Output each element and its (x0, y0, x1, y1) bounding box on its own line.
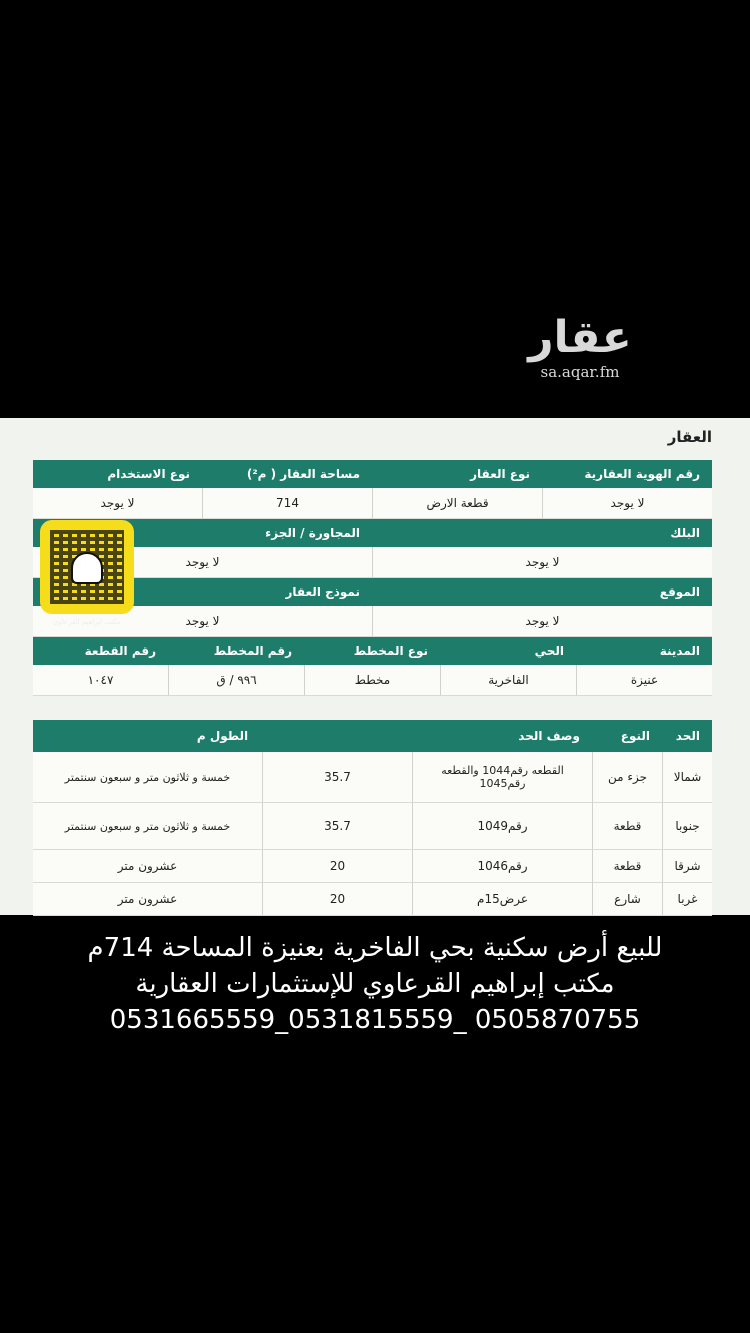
header-cell: الحي (534, 644, 564, 658)
header-cell: الموقع (659, 585, 700, 599)
desc-cell: رقم1049 (412, 803, 592, 849)
header-cell: نوع العقار (470, 467, 530, 481)
table-row (33, 665, 712, 696)
table-header-row (33, 460, 712, 488)
aqar-watermark (520, 312, 640, 380)
value-cell: لا يوجد (542, 488, 712, 518)
type-cell: قطعة (592, 850, 662, 882)
snapchat-qr-badge (36, 518, 138, 636)
table-row (33, 803, 712, 850)
caption-line-3: 0531665559_0531815559_ 0505870755 (109, 1005, 641, 1035)
table-row (33, 488, 712, 519)
listing-caption (0, 930, 750, 1038)
length-number-cell: 35.7 (262, 803, 412, 849)
header-cell: نموذج العقار (285, 585, 360, 599)
side-cell: شرقا (662, 850, 712, 882)
value-cell: لا يوجد (100, 496, 135, 510)
length-number-cell: 20 (262, 850, 412, 882)
desc-cell: عرض15م (412, 883, 592, 915)
type-cell: قطعة (592, 803, 662, 849)
type-cell: شارع (592, 883, 662, 915)
type-cell: جزء من (592, 752, 662, 802)
desc-cell: رقم1046 (412, 850, 592, 882)
header-cell: مساحة العقار ( م²) (246, 467, 360, 481)
document-title: العقار (667, 428, 712, 446)
value-cell: لا يوجد (185, 555, 220, 569)
value-cell: لا يوجد (185, 614, 220, 628)
length-words-cell: خمسة و ثلاثون متر و سبعون سنتمتر (64, 819, 231, 833)
value-cell: مخطط (304, 665, 440, 695)
header-cell: وصف الحد (518, 729, 580, 743)
value-cell: لا يوجد (372, 606, 712, 636)
table-row (33, 883, 712, 916)
side-cell: جنوبا (662, 803, 712, 849)
header-cell: رقم القطعة (84, 644, 156, 658)
value-cell: 714 (202, 488, 372, 518)
length-words-cell: عشرون متر (117, 859, 178, 873)
snapchat-ghost-icon (71, 552, 103, 584)
header-cell: نوع الاستخدام (107, 467, 190, 481)
header-cell: رقم الهوية العقارية (584, 467, 700, 481)
caption-line-1: للبيع أرض سكنية بحي الفاخرية بعنيزة المساحة 714م (87, 933, 663, 963)
value-cell: لا يوجد (372, 547, 712, 577)
value-cell: ٩٩٦ / ق (168, 665, 304, 695)
length-words-cell: عشرون متر (117, 892, 178, 906)
header-cell: المدينة (659, 644, 700, 658)
watermark-logo: عقار (528, 312, 632, 363)
header-cell: رقم المخطط (213, 644, 292, 658)
side-cell: غربا (662, 883, 712, 915)
property-document (0, 418, 750, 915)
header-cell: نوع المخطط (353, 644, 428, 658)
header-cell: البلك (670, 526, 700, 540)
table-header-row (33, 720, 712, 752)
table-header-row (33, 637, 712, 665)
badge-caption: مكتب ابراهيم القرعاوي (53, 618, 121, 626)
header-cell: المجاورة / الجزء (265, 526, 360, 540)
caption-line-2: مكتب إبراهيم القرعاوي للإستثمارات العقارية (135, 969, 615, 999)
desc-cell: القطعه رقم1044 والقطعه رقم1045 (412, 752, 592, 802)
length-words-cell: خمسة و ثلاثون متر و سبعون سنتمتر (64, 770, 231, 784)
header-cell: الطول م (196, 729, 249, 743)
length-number-cell: 35.7 (262, 752, 412, 802)
side-cell: شمالا (662, 752, 712, 802)
watermark-url: sa.aqar.fm (540, 363, 620, 381)
table-row (33, 752, 712, 803)
header-cell: الحد (675, 729, 700, 743)
value-cell: الفاخرية (440, 665, 576, 695)
table-row (33, 850, 712, 883)
boundaries-table (33, 720, 712, 916)
value-cell: قطعة الارض (372, 488, 542, 518)
header-cell: النوع (620, 729, 650, 743)
value-cell: ١٠٤٧ (87, 673, 114, 687)
length-number-cell: 20 (262, 883, 412, 915)
value-cell: عنيزة (576, 665, 712, 695)
